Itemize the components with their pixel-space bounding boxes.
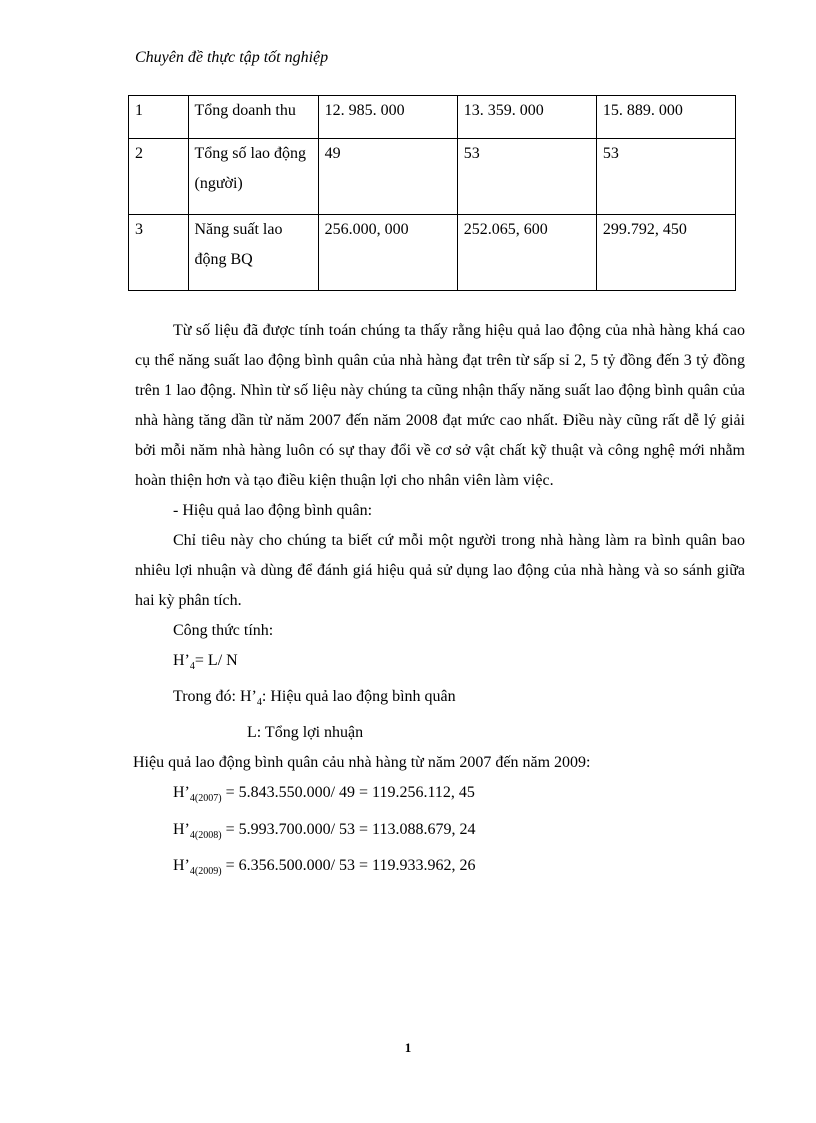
table-cell: 53 (596, 139, 735, 215)
calc-symbol: H’ (173, 856, 190, 874)
summary-line: Hiệu quả lao động bình quân cảu nhà hàng từ năm 2007 đến năm 2009: (133, 754, 591, 772)
table-row (129, 139, 736, 215)
formula-where-l: L: Tổng lợi nhuận (247, 724, 364, 742)
formula-symbol: H’ (173, 652, 190, 669)
calc-symbol: H’ (173, 784, 190, 802)
calc-subscript: 4(2008) (189, 829, 222, 841)
calc-subscript: 4(2009) (189, 865, 222, 877)
table-cell: 252.065, 600 (457, 215, 596, 291)
paragraph-analysis: Từ số liệu đã được tính toán chúng ta thấy rằng hiệu quả lao động của nhà hàng khá cao cụ thể năng suất lao động bình quân của nhà hàng đạt trên từ sấp sỉ 2, 5 tỷ đồng đến 3 tỷ đồng trên 1 lao động. Nhìn từ số liệu này chúng ta cũng nhận thấy năng suất lao động bình quân của nhà hàng tăng dần từ năm 2007 đến năm 2008 đạt mức cao nhất. Điều này cũng rất dễ lý giải bởi mỗi năm nhà hàng luôn có sự thay đổi về cơ sở vật chất kỹ thuật và công nghệ mới nhằm hoàn thiện hơn và tạo điều kiện thuận lợi cho nhân viên làm việc. (135, 322, 745, 489)
table-cell: 2 (129, 139, 189, 215)
table-cell: Tổng số lao động (người) (188, 139, 318, 215)
table-row (129, 215, 736, 291)
table-cell: 256.000, 000 (318, 215, 457, 291)
bullet-heading: - Hiệu quả lao động bình quân: (173, 502, 373, 519)
table-cell: 1 (129, 96, 189, 139)
table-cell: 12. 985. 000 (318, 96, 457, 139)
table-cell: 299.792, 450 (596, 215, 735, 291)
calc-expression: = 6.356.500.000/ 53 = 119.933.962, 26 (221, 856, 476, 874)
table-cell: 13. 359. 000 (457, 96, 596, 139)
page-header: Chuyên đề thực tập tốt nghiệp (135, 49, 329, 66)
where-subscript: 4 (256, 697, 262, 709)
where-description: : Hiệu quả lao động bình quân (261, 688, 456, 706)
calc-line (135, 815, 745, 851)
data-table (128, 95, 736, 291)
table-cell: Tổng doanh thu (188, 96, 318, 139)
formula-expression: = L/ N (194, 652, 238, 669)
table-row (129, 96, 736, 139)
page-number: 1 (404, 1040, 412, 1055)
table-cell: 3 (129, 215, 189, 291)
calc-subscript: 4(2007) (189, 793, 222, 805)
calc-expression: = 5.993.700.000/ 53 = 113.088.679, 24 (221, 820, 476, 838)
formula-label: Công thức tính: (173, 622, 274, 639)
formula-subscript: 4 (189, 661, 195, 673)
formula (135, 646, 745, 682)
calc-expression: = 5.843.550.000/ 49 = 119.256.112, 45 (221, 784, 475, 802)
table-cell: 53 (457, 139, 596, 215)
body-text (135, 316, 745, 887)
calc-symbol: H’ (173, 820, 190, 838)
table-cell: 49 (318, 139, 457, 215)
paragraph-indicator: Chỉ tiêu này cho chúng ta biết cứ mỗi một người trong nhà hàng làm ra bình quân bao nhiêu lợi nhuận và dùng để đánh giá hiệu quả sử dụng lao động của nhà hàng và so sánh giữa hai kỳ phân tích. (135, 532, 745, 609)
table-cell: 15. 889. 000 (596, 96, 735, 139)
formula-where (135, 682, 745, 718)
calc-line (135, 851, 745, 887)
table-cell: Năng suất lao động BQ (188, 215, 318, 291)
calc-line (135, 778, 745, 814)
where-prefix: Trong đó: H’ (173, 688, 257, 706)
